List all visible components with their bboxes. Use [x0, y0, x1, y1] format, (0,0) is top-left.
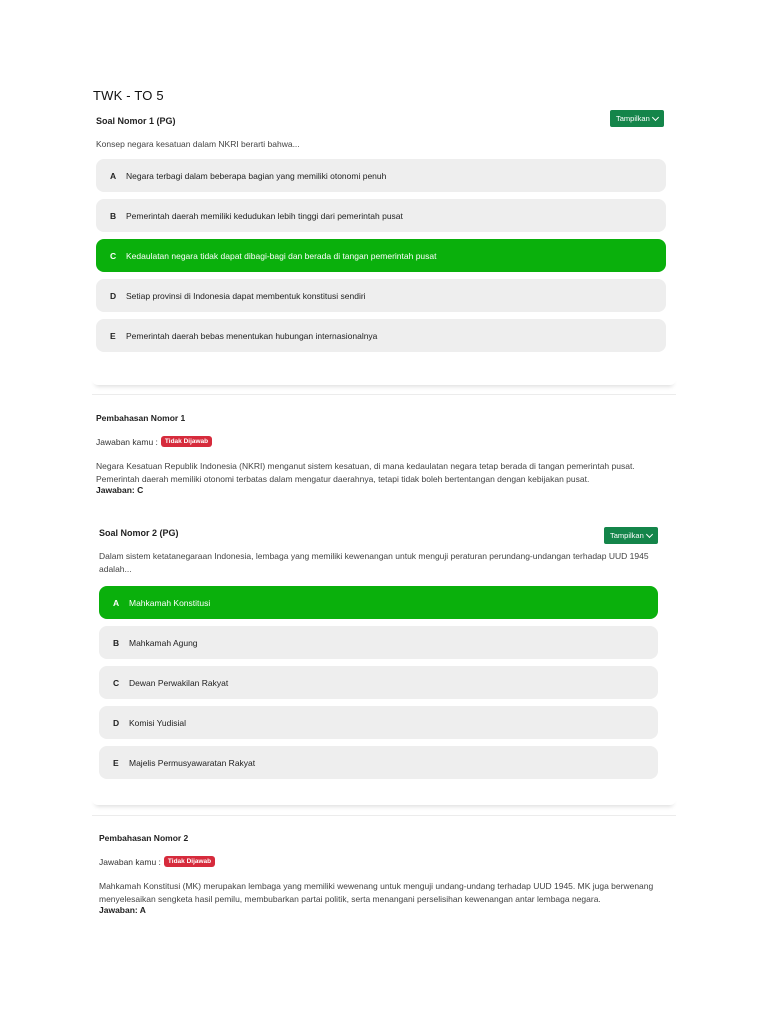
answer-line [96, 436, 668, 447]
question-title: Soal Nomor 2 (PG) [99, 528, 179, 538]
option-b[interactable] [96, 199, 666, 232]
card-top-edge [92, 815, 676, 819]
option-text: Dewan Perwakilan Rakyat [129, 677, 229, 688]
explanation-text: Negara Kesatuan Republik Indonesia (NKRI) menganut sistem kesatuan, di mana kedaulatan negara tetap berada di tangan pemerintah pusat. Pemerintah daerah memiliki otonomi terbatas dalam mengatur daerahnya, tetapi tidak boleh bertentangan dengan kebijakan pusat. [96, 461, 635, 484]
option-text: Pemerintah daerah memiliki kedudukan lebih tinggi dari pemerintah pusat [126, 210, 403, 221]
question-1 [96, 116, 666, 352]
option-text: Majelis Permusyawaratan Rakyat [129, 757, 256, 768]
question-text: Dalam sistem ketatanegaraan Indonesia, lembaga yang memiliki kewenangan untuk menguji peraturan perundang-undangan terhadap UUD 1945 adalah... [99, 551, 649, 574]
answer-key: Jawaban: A [99, 905, 146, 915]
option-letter: A [110, 170, 117, 181]
status-badge: Tidak Dijawab [164, 856, 215, 867]
card-bottom-edge [92, 375, 676, 385]
page-title: TWK - TO 5 [93, 88, 164, 103]
option-a[interactable] [99, 586, 658, 619]
option-b[interactable] [99, 626, 658, 659]
option-letter: E [113, 757, 119, 768]
option-letter: A [113, 597, 120, 608]
option-text: Pemerintah daerah bebas menentukan hubungan internasionalnya [126, 330, 378, 341]
option-c[interactable] [96, 239, 666, 272]
option-letter: E [110, 330, 116, 341]
answer-key: Jawaban: C [96, 485, 144, 495]
status-badge: Tidak Dijawab [161, 436, 212, 447]
explanation-2 [99, 833, 661, 915]
show-button-label: Tampilkan [610, 531, 644, 540]
explanation-title: Pembahasan Nomor 2 [99, 833, 189, 843]
option-text: Mahkamah Agung [129, 637, 198, 648]
answer-prefix: Jawaban kamu : [96, 436, 158, 447]
option-text: Negara terbagi dalam beberapa bagian yang memiliki otonomi penuh [126, 170, 387, 181]
option-letter: C [113, 677, 120, 688]
option-text: Kedaulatan negara tidak dapat dibagi-bagi dan berada di tangan pemerintah pusat [126, 250, 437, 261]
option-d[interactable] [99, 706, 658, 739]
option-text: Mahkamah Konstitusi [129, 597, 211, 608]
chevron-down-icon [652, 113, 659, 120]
option-a[interactable] [96, 159, 666, 192]
question-header [96, 116, 666, 136]
card-top-edge [92, 394, 676, 398]
question-text: Konsep negara kesatuan dalam NKRI berarti bahwa... [96, 139, 300, 149]
question-header [99, 528, 658, 548]
question-2 [99, 528, 658, 779]
option-e[interactable] [99, 746, 658, 779]
option-c[interactable] [99, 666, 658, 699]
show-button-label: Tampilkan [616, 114, 650, 123]
option-text: Setiap provinsi di Indonesia dapat membentuk konstitusi sendiri [126, 290, 366, 301]
option-letter: D [113, 717, 120, 728]
answer-line [99, 856, 661, 867]
option-letter: B [113, 637, 120, 648]
option-letter: C [110, 250, 117, 261]
option-e[interactable] [96, 319, 666, 352]
option-text: Komisi Yudisial [129, 717, 187, 728]
explanation-1 [96, 413, 668, 495]
chevron-down-icon [646, 530, 653, 537]
option-letter: D [110, 290, 117, 301]
question-title: Soal Nomor 1 (PG) [96, 116, 176, 126]
option-d[interactable] [96, 279, 666, 312]
option-letter: B [110, 210, 117, 221]
show-button[interactable] [604, 527, 658, 544]
answer-prefix: Jawaban kamu : [99, 856, 161, 867]
explanation-title: Pembahasan Nomor 1 [96, 413, 186, 423]
explanation-text: Mahkamah Konstitusi (MK) merupakan lembaga yang memiliki wewenang untuk menguji undang-undang terhadap UUD 1945. MK juga berwenang menyelesaikan sengketa hasil pemilu, membubarkan partai politik, serta menangani perselisihan kewenangan antar lembaga negara. [99, 881, 654, 904]
show-button[interactable] [610, 110, 664, 127]
card-bottom-edge [92, 795, 676, 805]
